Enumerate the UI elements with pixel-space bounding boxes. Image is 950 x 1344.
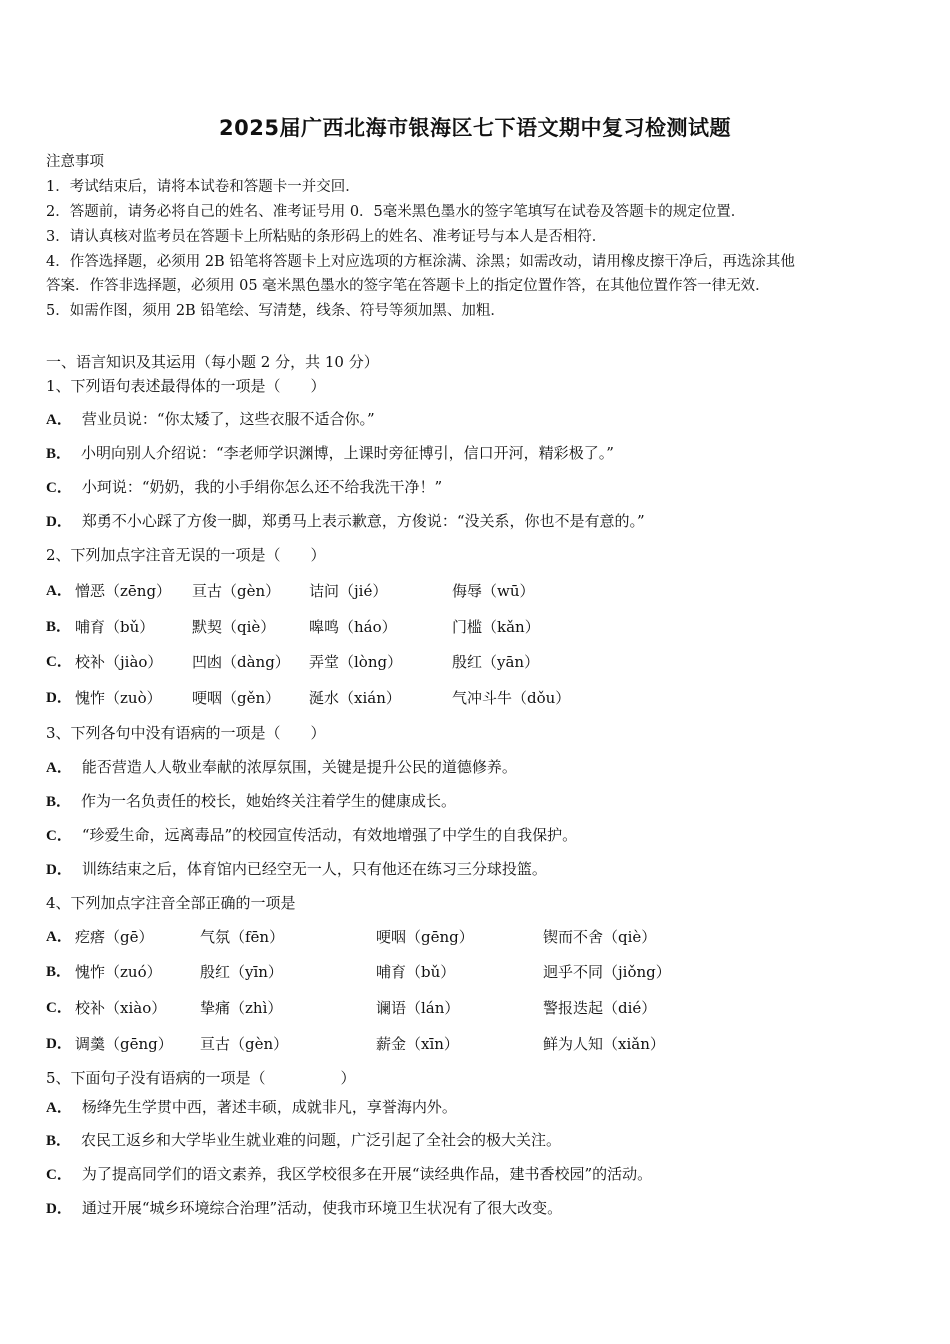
option-letter: B． — [46, 1133, 72, 1149]
pinyin-item: 校补（jiào） — [75, 653, 163, 671]
option-letter: D． — [46, 690, 72, 706]
option-text: 农民工返乡和大学毕业生就业难的问题，广泛引起了全社会的极大关注。 — [81, 1131, 562, 1149]
section-heading: 一、语言知识及其运用（每小题 2 分，共 10 分） — [46, 353, 379, 371]
pinyin-item: 门槛（kǎn） — [452, 618, 540, 636]
notice-item: 2．答题前，请务必将自己的姓名、准考证号用 0．5毫米黑色墨水的签字笔填写在试卷及答题卡的规定位置． — [46, 204, 746, 220]
option-text: 郑勇不小心踩了方俊一脚，郑勇马上表示歉意，方俊说：“没关系，你也不是有意的。” — [81, 512, 645, 530]
option-letter: C． — [46, 654, 72, 670]
notice-item: 答案．作答非选择题，必须用 05 毫米黑色墨水的签字笔在答题卡上的指定位置作答，在其他位置作答一律无效． — [46, 278, 770, 294]
pinyin-item: 气氛（fēn） — [200, 928, 285, 946]
pinyin-item: 愧怍（zuó） — [75, 963, 162, 981]
question-stem: 2、下列加点字注音无误的一项是（ ） — [46, 546, 326, 564]
pinyin-item: 侮辱（wū） — [452, 582, 535, 600]
option-c — [46, 1164, 652, 1185]
option-letter: A． — [46, 760, 72, 776]
question-stem: 4、下列加点字注音全部正确的一项是 — [46, 894, 296, 912]
option-letter: A． — [46, 583, 72, 599]
notice-item: 3．请认真核对监考员在答题卡上所粘贴的条形码上的姓名、准考证号与本人是否相符． — [46, 229, 607, 245]
pinyin-item: 愧怍（zuò） — [75, 689, 162, 707]
pinyin-item: 校补（xiào） — [75, 999, 167, 1017]
option-text: 营业员说：“你太矮了，这些衣服不适合你。” — [81, 410, 375, 428]
question-stem: 5、下面句子没有语病的一项是（ ） — [46, 1069, 356, 1087]
pinyin-item: 挚痛（zhì） — [200, 999, 283, 1017]
option-letter: C． — [46, 828, 72, 844]
option-text: “珍爱生命，远离毒品”的校园宣传活动，有效地增强了中学生的自我保护。 — [81, 826, 578, 844]
pinyin-item: 哽咽（gēng） — [376, 928, 474, 946]
option-d — [46, 1198, 562, 1219]
pinyin-item: 鲜为人知（xiǎn） — [543, 1035, 665, 1053]
pinyin-item: 哽咽（gěn） — [192, 689, 281, 707]
option-letter: B． — [46, 446, 72, 462]
option-c — [46, 477, 442, 498]
pinyin-item: 哺育（bǔ） — [376, 963, 456, 981]
option-letter: B． — [46, 964, 72, 980]
option-b — [46, 1130, 561, 1151]
option-a — [46, 1097, 457, 1118]
option-letter: D． — [46, 514, 72, 530]
option-letter: A． — [46, 412, 72, 428]
option-text: 小珂说：“奶奶，我的小手绢你怎么还不给我洗干净！” — [81, 478, 443, 496]
option-text: 为了提高同学们的语文素养，我区学校很多在开展“读经典作品，建书香校园”的活动。 — [81, 1165, 653, 1183]
option-b — [46, 791, 456, 812]
option-b — [46, 443, 614, 464]
option-text: 小明向别人介绍说：“李老师学识渊博，上课时旁征博引，信口开河，精彩极了。” — [81, 444, 614, 462]
option-letter: D． — [46, 1201, 72, 1217]
option-d — [46, 859, 547, 880]
option-letter: C． — [46, 1167, 72, 1183]
pinyin-item: 迥乎不同（jiǒng） — [543, 963, 671, 981]
option-letter: D． — [46, 862, 72, 878]
notice-heading: 注意事项 — [46, 154, 104, 170]
pinyin-item: 疙瘩（gē） — [75, 928, 154, 946]
notice-item: 1．考试结束后，请将本试卷和答题卡一并交回． — [46, 179, 360, 195]
option-letter: C． — [46, 1000, 72, 1016]
pinyin-item: 薪金（xīn） — [376, 1035, 459, 1053]
pinyin-item: 凹凼（dàng） — [192, 653, 290, 671]
option-text: 作为一名负责任的校长，她始终关注着学生的健康成长。 — [81, 792, 457, 810]
pinyin-item: 谰语（lán） — [376, 999, 460, 1017]
option-letter: A． — [46, 1100, 72, 1116]
option-a — [46, 409, 375, 430]
notice-item: 4．作答选择题，必须用 2B 铅笔将答题卡上对应选项的方框涂满、涂黑；如需改动，请用橡皮擦干净后，再选涂其他 — [46, 254, 795, 270]
pinyin-item: 哺育（bǔ） — [75, 618, 155, 636]
option-letter: B． — [46, 619, 72, 635]
pinyin-item: 调羹（gēng） — [75, 1035, 173, 1053]
pinyin-item: 嗥鸣（háo） — [309, 618, 397, 636]
pinyin-item: 警报迭起（dié） — [543, 999, 657, 1017]
pinyin-item: 涎水（xián） — [309, 689, 401, 707]
option-letter: C． — [46, 480, 72, 496]
option-letter: A． — [46, 929, 72, 945]
question-stem: 3、下列各句中没有语病的一项是（ ） — [46, 724, 326, 742]
option-letter: B． — [46, 794, 72, 810]
pinyin-item: 殷红（yān） — [452, 653, 540, 671]
option-letter: D． — [46, 1036, 72, 1052]
pinyin-item: 憎恶（zēng） — [75, 582, 172, 600]
page-title: 2025届广西北海市银海区七下语文期中复习检测试题 — [219, 116, 731, 140]
option-c — [46, 825, 577, 846]
pinyin-item: 锲而不舍（qiè） — [543, 928, 657, 946]
pinyin-item: 气冲斗牛（dǒu） — [452, 689, 571, 707]
pinyin-item: 默契（qiè） — [192, 618, 276, 636]
option-text: 通过开展“城乡环境综合治理”活动，使我市环境卫生状况有了很大改变。 — [81, 1199, 563, 1217]
pinyin-item: 亘古（gèn） — [200, 1035, 289, 1053]
option-a — [46, 757, 517, 778]
pinyin-item: 殷红（yīn） — [200, 963, 283, 981]
question-stem: 1、下列语句表述最得体的一项是（ ） — [46, 377, 326, 395]
option-text: 能否营造人人敬业奉献的浓厚氛围，关键是提升公民的道德修养。 — [81, 758, 517, 776]
pinyin-item: 诘问（jié） — [309, 582, 388, 600]
pinyin-item: 弄堂（lòng） — [309, 653, 403, 671]
option-d — [46, 511, 645, 532]
pinyin-item: 亘古（gèn） — [192, 582, 281, 600]
option-text: 杨绛先生学贯中西，著述丰硕，成就非凡，享誉海内外。 — [81, 1098, 457, 1116]
option-text: 训练结束之后，体育馆内已经空无一人，只有他还在练习三分球投篮。 — [81, 860, 547, 878]
notice-item: 5．如需作图，须用 2B 铅笔绘、写清楚，线条、符号等须加黑、加粗． — [46, 303, 505, 319]
